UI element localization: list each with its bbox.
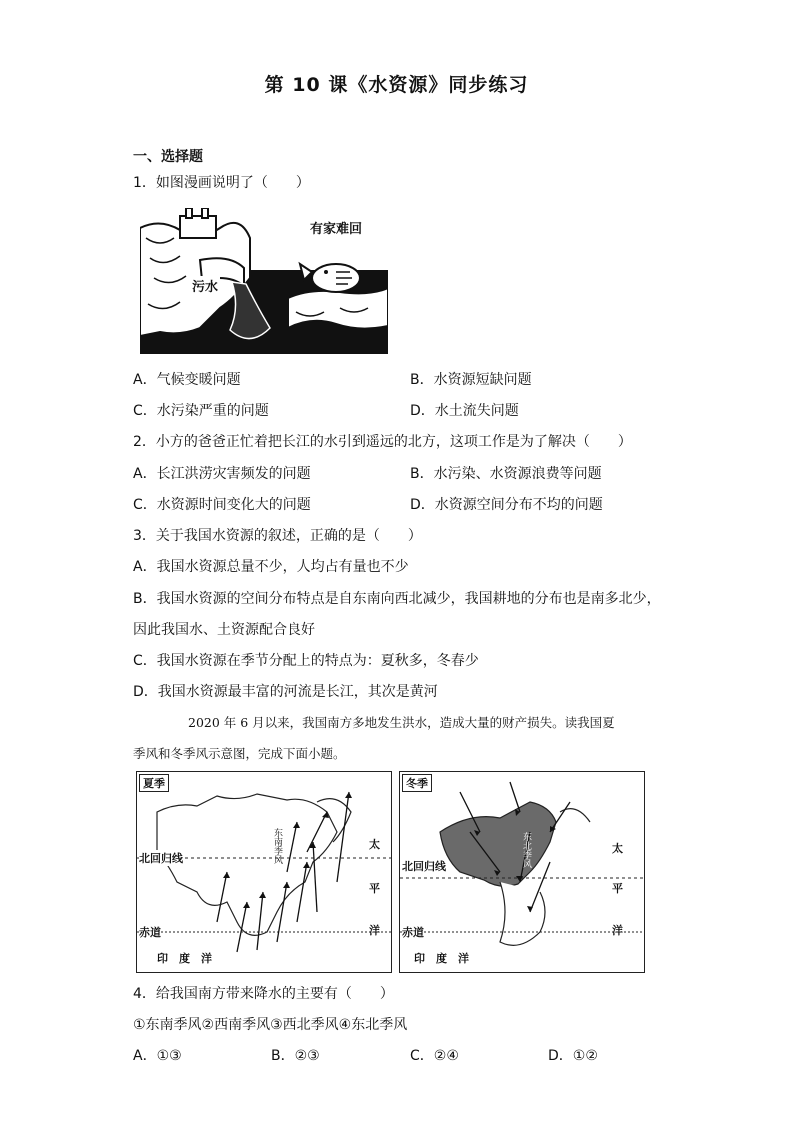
summer-equator-label: 赤道 <box>139 926 161 939</box>
q4-choices: ①东南季风②西南季风③西北季风④东北季风 <box>133 1017 408 1033</box>
winter-tropic-label: 北回归线 <box>402 860 446 873</box>
q1-option-d: D．水土流失问题 <box>410 403 519 419</box>
q4-option-c: C．②④ <box>410 1048 459 1064</box>
q1-option-c: C．水污染严重的问题 <box>133 403 269 419</box>
winter-map-title: 冬季 <box>402 774 432 792</box>
q2-stem: 2．小方的爸爸正忙着把长江的水引到遥远的北方，这项工作是为了解决（ ） <box>133 434 632 450</box>
q3-option-b-cont: 因此我国水、土资源配合良好 <box>133 622 315 638</box>
cartoon-label: 污水 <box>190 276 220 295</box>
q3-option-c: C．我国水资源在季节分配上的特点为：夏秋多，冬春少 <box>133 653 479 669</box>
summer-pacific-1: 太 <box>369 838 380 851</box>
page-title: 第 10 课《水资源》同步练习 <box>264 74 529 96</box>
q4-stem: 4．给我国南方带来降水的主要有（ ） <box>133 986 394 1002</box>
summer-pacific-3: 洋 <box>369 924 380 937</box>
q3-option-b: B．我国水资源的空间分布特点是自东南向西北减少，我国耕地的分布也是南多北少， <box>133 591 661 607</box>
cartoon-caption: 有家难回 <box>310 222 363 237</box>
summer-wind-label: 东南季风 <box>272 828 282 864</box>
intro-line-2: 季风和冬季风示意图，完成下面小题。 <box>133 746 346 761</box>
winter-pacific-1: 太 <box>612 842 623 855</box>
winter-indian-ocean-label: 印 度 洋 <box>414 952 469 965</box>
winter-monsoon-map <box>399 771 645 973</box>
q2-option-c: C．水资源时间变化大的问题 <box>133 497 311 513</box>
summer-monsoon-map <box>136 771 392 973</box>
summer-tropic-label: 北回归线 <box>139 852 183 865</box>
section-heading: 一、选择题 <box>133 149 203 165</box>
intro-line-1: 2020 年 6 月以来，我国南方多地发生洪水，造成大量的财产损失。读我国夏 <box>188 715 615 730</box>
q4-option-d: D．①② <box>548 1048 598 1064</box>
winter-equator-label: 赤道 <box>402 926 424 939</box>
pollution-cartoon <box>140 208 388 354</box>
q3-option-a: A．我国水资源总量不少，人均占有量也不少 <box>133 559 409 575</box>
q2-option-b: B．水污染、水资源浪费等问题 <box>410 466 602 482</box>
q3-stem: 3．关于我国水资源的叙述，正确的是（ ） <box>133 528 422 544</box>
q2-option-d: D．水资源空间分布不均的问题 <box>410 497 603 513</box>
q4-option-b: B．②③ <box>271 1048 320 1064</box>
winter-pacific-2: 平 <box>612 882 623 895</box>
winter-pacific-3: 洋 <box>612 924 623 937</box>
summer-pacific-2: 平 <box>369 882 380 895</box>
q4-option-a: A．①③ <box>133 1048 182 1064</box>
summer-map-title: 夏季 <box>139 774 169 792</box>
q3-option-d: D．我国水资源最丰富的河流是长江，其次是黄河 <box>133 684 438 700</box>
summer-indian-ocean-label: 印 度 洋 <box>157 952 212 965</box>
q1-option-b: B．水资源短缺问题 <box>410 372 532 388</box>
winter-wind-label: 东北季风 <box>521 832 531 868</box>
q1-option-a: A．气候变暖问题 <box>133 372 241 388</box>
q2-option-a: A．长江洪涝灾害频发的问题 <box>133 466 311 482</box>
q1-stem: 1．如图漫画说明了（ ） <box>133 175 310 191</box>
